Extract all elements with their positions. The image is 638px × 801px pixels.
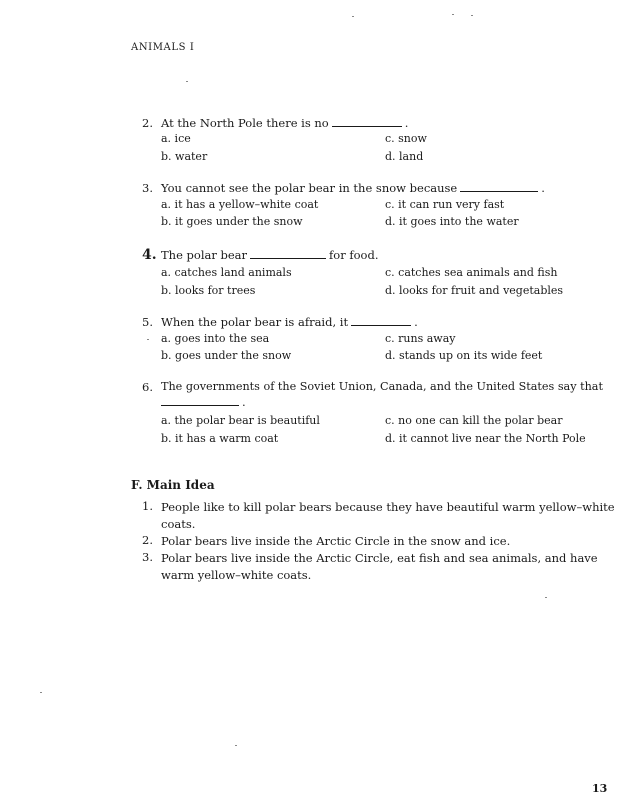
option-d: d. it cannot live near the North Pole <box>385 432 586 445</box>
option-b: b. goes under the snow <box>161 349 292 362</box>
question-number: 2. <box>142 116 153 130</box>
option-d: d. stands up on its wide feet <box>385 349 543 362</box>
section-title-main-idea: F. Main Idea <box>131 478 215 492</box>
option-a: a. goes into the sea <box>161 332 270 345</box>
question-continuation: . <box>161 395 246 409</box>
scan-speck <box>545 597 547 598</box>
answer-blank <box>460 181 538 192</box>
scan-speck <box>471 15 473 16</box>
answer-blank <box>250 248 326 259</box>
option-d: d. looks for fruit and vegetables <box>385 284 564 297</box>
answer-blank <box>351 315 411 326</box>
option-b: b. it goes under the snow <box>161 215 303 228</box>
page-header: ANIMALS I <box>131 42 195 53</box>
question-number: 3. <box>142 181 153 195</box>
scan-speck <box>186 81 188 82</box>
option-c: c. catches sea animals and fish <box>385 266 558 279</box>
question-number: 6. <box>142 380 153 394</box>
item-text: Polar bears live inside the Arctic Circle in the snow and ice. <box>161 534 511 548</box>
question-number: 4. <box>142 247 157 263</box>
item-number: 2. <box>142 533 153 547</box>
option-a: a. ice <box>161 132 191 145</box>
question-number: 5. <box>142 315 153 329</box>
option-a: a. catches land animals <box>161 266 292 279</box>
option-c: c. snow <box>385 132 427 145</box>
item-text: Polar bears live inside the Arctic Circle, eat fish and sea animals, and have warm yellow–white coats. <box>161 551 598 582</box>
scan-speck <box>40 692 42 693</box>
scan-speck <box>452 14 454 15</box>
option-d: d. land <box>385 150 424 163</box>
question-text: At the North Pole there is no . <box>161 116 409 130</box>
item-text: People like to kill polar bears because they have beautiful warm yellow–white coats. <box>161 500 615 531</box>
question-text: The polar bear for food. <box>161 248 379 262</box>
page-number: 13 <box>592 782 608 795</box>
option-c: c. it can run very fast <box>385 198 505 211</box>
option-b: b. it has a warm coat <box>161 432 279 445</box>
option-c: c. runs away <box>385 332 456 345</box>
scan-speck <box>235 745 237 746</box>
question-text: The governments of the Soviet Union, Canada, and the United States say that <box>161 380 603 393</box>
scan-speck <box>147 339 149 340</box>
option-b: b. water <box>161 150 208 163</box>
option-d: d. it goes into the water <box>385 215 519 228</box>
scan-speck <box>352 16 354 17</box>
option-b: b. looks for trees <box>161 284 256 297</box>
answer-blank <box>161 395 239 406</box>
item-number: 1. <box>142 499 153 513</box>
option-a: a. the polar bear is beautiful <box>161 414 320 427</box>
answer-blank <box>332 116 402 127</box>
question-text: You cannot see the polar bear in the snow because . <box>161 181 545 195</box>
option-c: c. no one can kill the polar bear <box>385 414 563 427</box>
option-a: a. it has a yellow–white coat <box>161 198 319 211</box>
question-text: When the polar bear is afraid, it . <box>161 315 418 329</box>
item-number: 3. <box>142 550 153 564</box>
